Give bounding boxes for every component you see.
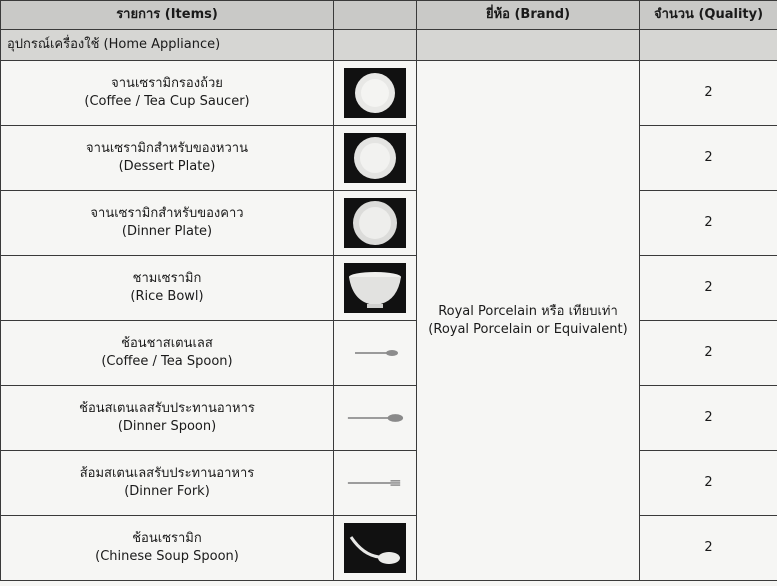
item-cell xyxy=(1,516,334,581)
table-row xyxy=(1,451,777,516)
quantity-cell: 2 xyxy=(640,321,777,386)
saucer-image xyxy=(344,68,406,118)
item-name-th: ช้อนสเตนเลสรับประทานอาหาร xyxy=(79,401,255,416)
item-name-en: (Dinner Plate) xyxy=(121,224,213,239)
quantity-cell: 2 xyxy=(640,126,777,191)
item-image-cell xyxy=(334,321,417,386)
quantity-cell: 2 xyxy=(640,61,777,126)
item-name-en: (Dinner Spoon) xyxy=(117,419,217,434)
quantity-cell: 2 xyxy=(640,256,777,321)
quantity-cell: 2 xyxy=(640,516,777,581)
table-row xyxy=(1,321,777,386)
item-cell xyxy=(1,256,334,321)
item-cell xyxy=(1,126,334,191)
brand-cell xyxy=(417,61,640,581)
header-row xyxy=(1,1,777,30)
quantity-header: จำนวน (Quality) xyxy=(640,1,777,30)
item-cell xyxy=(1,386,334,451)
item-name-th: จานเซรามิกรองถ้วย xyxy=(111,76,223,91)
item-image-cell xyxy=(334,61,417,126)
item-name-en: (Coffee / Tea Spoon) xyxy=(101,354,233,369)
table-row xyxy=(1,516,777,581)
quantity-cell: 2 xyxy=(640,451,777,516)
brand-header: ยี่ห้อ (Brand) xyxy=(417,1,640,30)
items-header: รายการ (Items) xyxy=(1,1,334,30)
item-name-th: จานเซรามิกสำหรับของหวาน xyxy=(86,141,248,156)
dessert-plate-image xyxy=(344,133,406,183)
table-row xyxy=(1,61,777,126)
item-image-cell xyxy=(334,516,417,581)
rice-bowl-image xyxy=(344,263,406,313)
brand-name: Royal Porcelain หรือ เทียบเท่า xyxy=(438,303,618,319)
item-cell xyxy=(1,61,334,126)
item-name-th: ช้อนชาสเตนเลส xyxy=(121,336,213,351)
item-name-th: ส้อมสเตนเลสรับประทานอาหาร xyxy=(79,466,255,481)
dinner-fork-image xyxy=(344,458,406,508)
item-image-cell xyxy=(334,386,417,451)
category-row xyxy=(1,30,777,61)
item-image-cell xyxy=(334,256,417,321)
category-qty-cell xyxy=(640,30,777,61)
item-image-cell xyxy=(334,126,417,191)
item-name-en: (Dinner Fork) xyxy=(124,484,210,499)
item-image-cell xyxy=(334,451,417,516)
item-cell xyxy=(1,451,334,516)
item-name-th: ชามเซรามิก xyxy=(132,271,202,286)
dinner-spoon-image xyxy=(344,393,406,443)
dinner-plate-image xyxy=(344,198,406,248)
category-empty-cell xyxy=(334,30,417,61)
item-name-en: (Coffee / Tea Cup Saucer) xyxy=(84,94,250,109)
image-header xyxy=(334,1,417,30)
quantity-cell: 2 xyxy=(640,191,777,256)
item-name-en: (Rice Bowl) xyxy=(130,289,204,304)
item-name-th: จานเซรามิกสำหรับของคาว xyxy=(90,206,244,221)
item-cell xyxy=(1,191,334,256)
item-name-en: (Dessert Plate) xyxy=(118,159,216,174)
category-brand-cell xyxy=(417,30,640,61)
table-row xyxy=(1,256,777,321)
item-name-en: (Chinese Soup Spoon) xyxy=(95,549,239,564)
quantity-cell: 2 xyxy=(640,386,777,451)
table-row xyxy=(1,126,777,191)
table-row xyxy=(1,386,777,451)
table-row xyxy=(1,191,777,256)
item-name-th: ช้อนเซรามิก xyxy=(132,531,202,546)
item-image-cell xyxy=(334,191,417,256)
category-label: อุปกรณ์เครื่องใช้ (Home Appliance) xyxy=(1,30,334,61)
soup-spoon-image xyxy=(344,523,406,573)
brand-equivalent: (Royal Porcelain or Equivalent) xyxy=(428,321,628,337)
item-cell xyxy=(1,321,334,386)
tea-spoon-image xyxy=(344,328,406,378)
